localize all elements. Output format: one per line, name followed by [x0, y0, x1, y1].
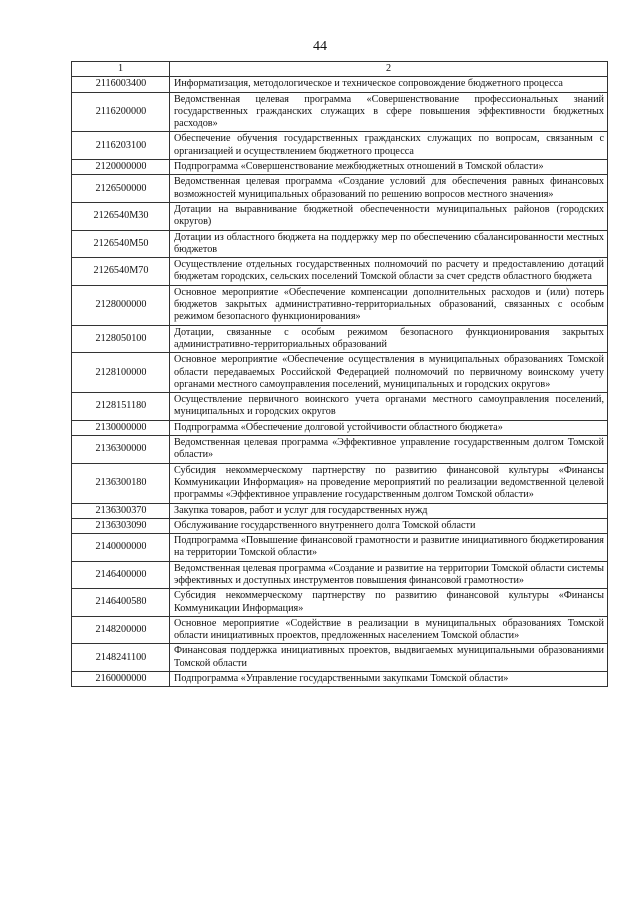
row-description: Основное мероприятие «Содействие в реализации в муниципальных образованиях Томской области инициативных проектов, предложенных населением Томской области» — [170, 616, 608, 644]
row-description: Субсидия некоммерческому партнерству по развитию финансовой культуры «Финансы Коммуникации Информация» на проведение мероприятий по реализации ведомственной целевой программы «Эффективное управление государственным долгом Томской области» — [170, 463, 608, 503]
row-description: Подпрограмма «Управление государственными закупками Томской области» — [170, 672, 608, 687]
row-code: 2126500000 — [72, 175, 170, 203]
row-code: 2140000000 — [72, 534, 170, 562]
table-row — [72, 175, 608, 203]
table-row — [72, 285, 608, 325]
row-code: 2126540М30 — [72, 202, 170, 230]
row-description: Дотации из областного бюджета на поддержку мер по обеспечению сбалансированности местных бюджетов — [170, 230, 608, 258]
table-row — [72, 561, 608, 589]
row-description: Подпрограмма «Обеспечение долговой устойчивости областного бюджета» — [170, 420, 608, 435]
row-code: 2136300370 — [72, 503, 170, 518]
page-number: 44 — [313, 39, 327, 54]
row-code: 2128050100 — [72, 325, 170, 353]
row-code: 2116200000 — [72, 92, 170, 132]
table-row — [72, 463, 608, 503]
column-header-description: 2 — [170, 62, 608, 77]
row-code: 2128151180 — [72, 393, 170, 421]
table-header-row — [72, 62, 608, 77]
row-code: 2146400000 — [72, 561, 170, 589]
row-code: 2116203100 — [72, 132, 170, 160]
row-code: 2116003400 — [72, 77, 170, 92]
row-code: 2126540М70 — [72, 258, 170, 286]
table-row — [72, 325, 608, 353]
row-description: Подпрограмма «Повышение финансовой грамотности и развитие инициативного бюджетирования на территории Томской области» — [170, 534, 608, 562]
row-description: Информатизация, методологическое и техническое сопровождение бюджетного процесса — [170, 77, 608, 92]
table-row — [72, 353, 608, 393]
row-code: 2120000000 — [72, 160, 170, 175]
row-description: Осуществление отдельных государственных полномочий по расчету и предоставлению дотаций бюджетам городских, сельских поселений Томской области за счет средств областного бюджета — [170, 258, 608, 286]
row-code: 2128000000 — [72, 285, 170, 325]
row-description: Осуществление первичного воинского учета органами местного самоуправления поселений, муниципальных и городских округов — [170, 393, 608, 421]
row-description: Основное мероприятие «Обеспечение компенсации дополнительных расходов и (или) потерь бюджетов закрытых административно-территориальных образований, связанных с особым режимом безопасного функционирования» — [170, 285, 608, 325]
budget-classification-table — [71, 61, 608, 687]
row-description: Обслуживание государственного внутреннего долга Томской области — [170, 518, 608, 533]
row-description: Ведомственная целевая программа «Эффективное управление государственным долгом Томской области» — [170, 436, 608, 464]
row-description: Ведомственная целевая программа «Создание и развитие на территории Томской области системы эффективных и доступных инструментов повышения финансовой грамотности» — [170, 561, 608, 589]
row-code: 2128100000 — [72, 353, 170, 393]
table-row — [72, 258, 608, 286]
row-description: Дотации на выравнивание бюджетной обеспеченности муниципальных районов (городских округов) — [170, 202, 608, 230]
table-row — [72, 202, 608, 230]
table-row — [72, 230, 608, 258]
row-description: Финансовая поддержка инициативных проектов, выдвигаемых муниципальными образованиями Томской области — [170, 644, 608, 672]
row-description: Ведомственная целевая программа «Создание условий для обеспечения равных финансовых возможностей муниципальных образований по решению вопросов местного значения» — [170, 175, 608, 203]
row-code: 2148200000 — [72, 616, 170, 644]
column-header-code: 1 — [72, 62, 170, 77]
row-code: 2160000000 — [72, 672, 170, 687]
table-row — [72, 644, 608, 672]
row-description: Обеспечение обучения государственных гражданских служащих по вопросам, связанным с организацией и осуществлением бюджетного процесса — [170, 132, 608, 160]
table-row — [72, 518, 608, 533]
table-row — [72, 132, 608, 160]
table-row — [72, 436, 608, 464]
row-code: 2136300180 — [72, 463, 170, 503]
row-code: 2126540М50 — [72, 230, 170, 258]
table-row — [72, 393, 608, 421]
table-row — [72, 77, 608, 92]
row-description: Закупка товаров, работ и услуг для государственных нужд — [170, 503, 608, 518]
row-description: Основное мероприятие «Обеспечение осуществления в муниципальных образованиях Томской области передаваемых Российской Федерацией полномочий по первичному воинскому учету органами местного самоуправления поселений, муниципальных и городских округов» — [170, 353, 608, 393]
row-code: 2136303090 — [72, 518, 170, 533]
table-row — [72, 503, 608, 518]
table-row — [72, 616, 608, 644]
row-code: 2136300000 — [72, 436, 170, 464]
table-row — [72, 534, 608, 562]
row-code: 2148241100 — [72, 644, 170, 672]
table-row — [72, 672, 608, 687]
table-row — [72, 92, 608, 132]
row-description: Субсидия некоммерческому партнерству по развитию финансовой культуры «Финансы Коммуникации Информация» — [170, 589, 608, 617]
row-code: 2130000000 — [72, 420, 170, 435]
row-description: Ведомственная целевая программа «Совершенствование профессиональных знаний государственных гражданских служащих в сфере повышения эффективности бюджетных расходов» — [170, 92, 608, 132]
table-row — [72, 420, 608, 435]
table-row — [72, 589, 608, 617]
table-row — [72, 160, 608, 175]
row-code: 2146400580 — [72, 589, 170, 617]
row-description: Подпрограмма «Совершенствование межбюджетных отношений в Томской области» — [170, 160, 608, 175]
row-description: Дотации, связанные с особым режимом безопасного функционирования закрытых административно-территориальных образований — [170, 325, 608, 353]
